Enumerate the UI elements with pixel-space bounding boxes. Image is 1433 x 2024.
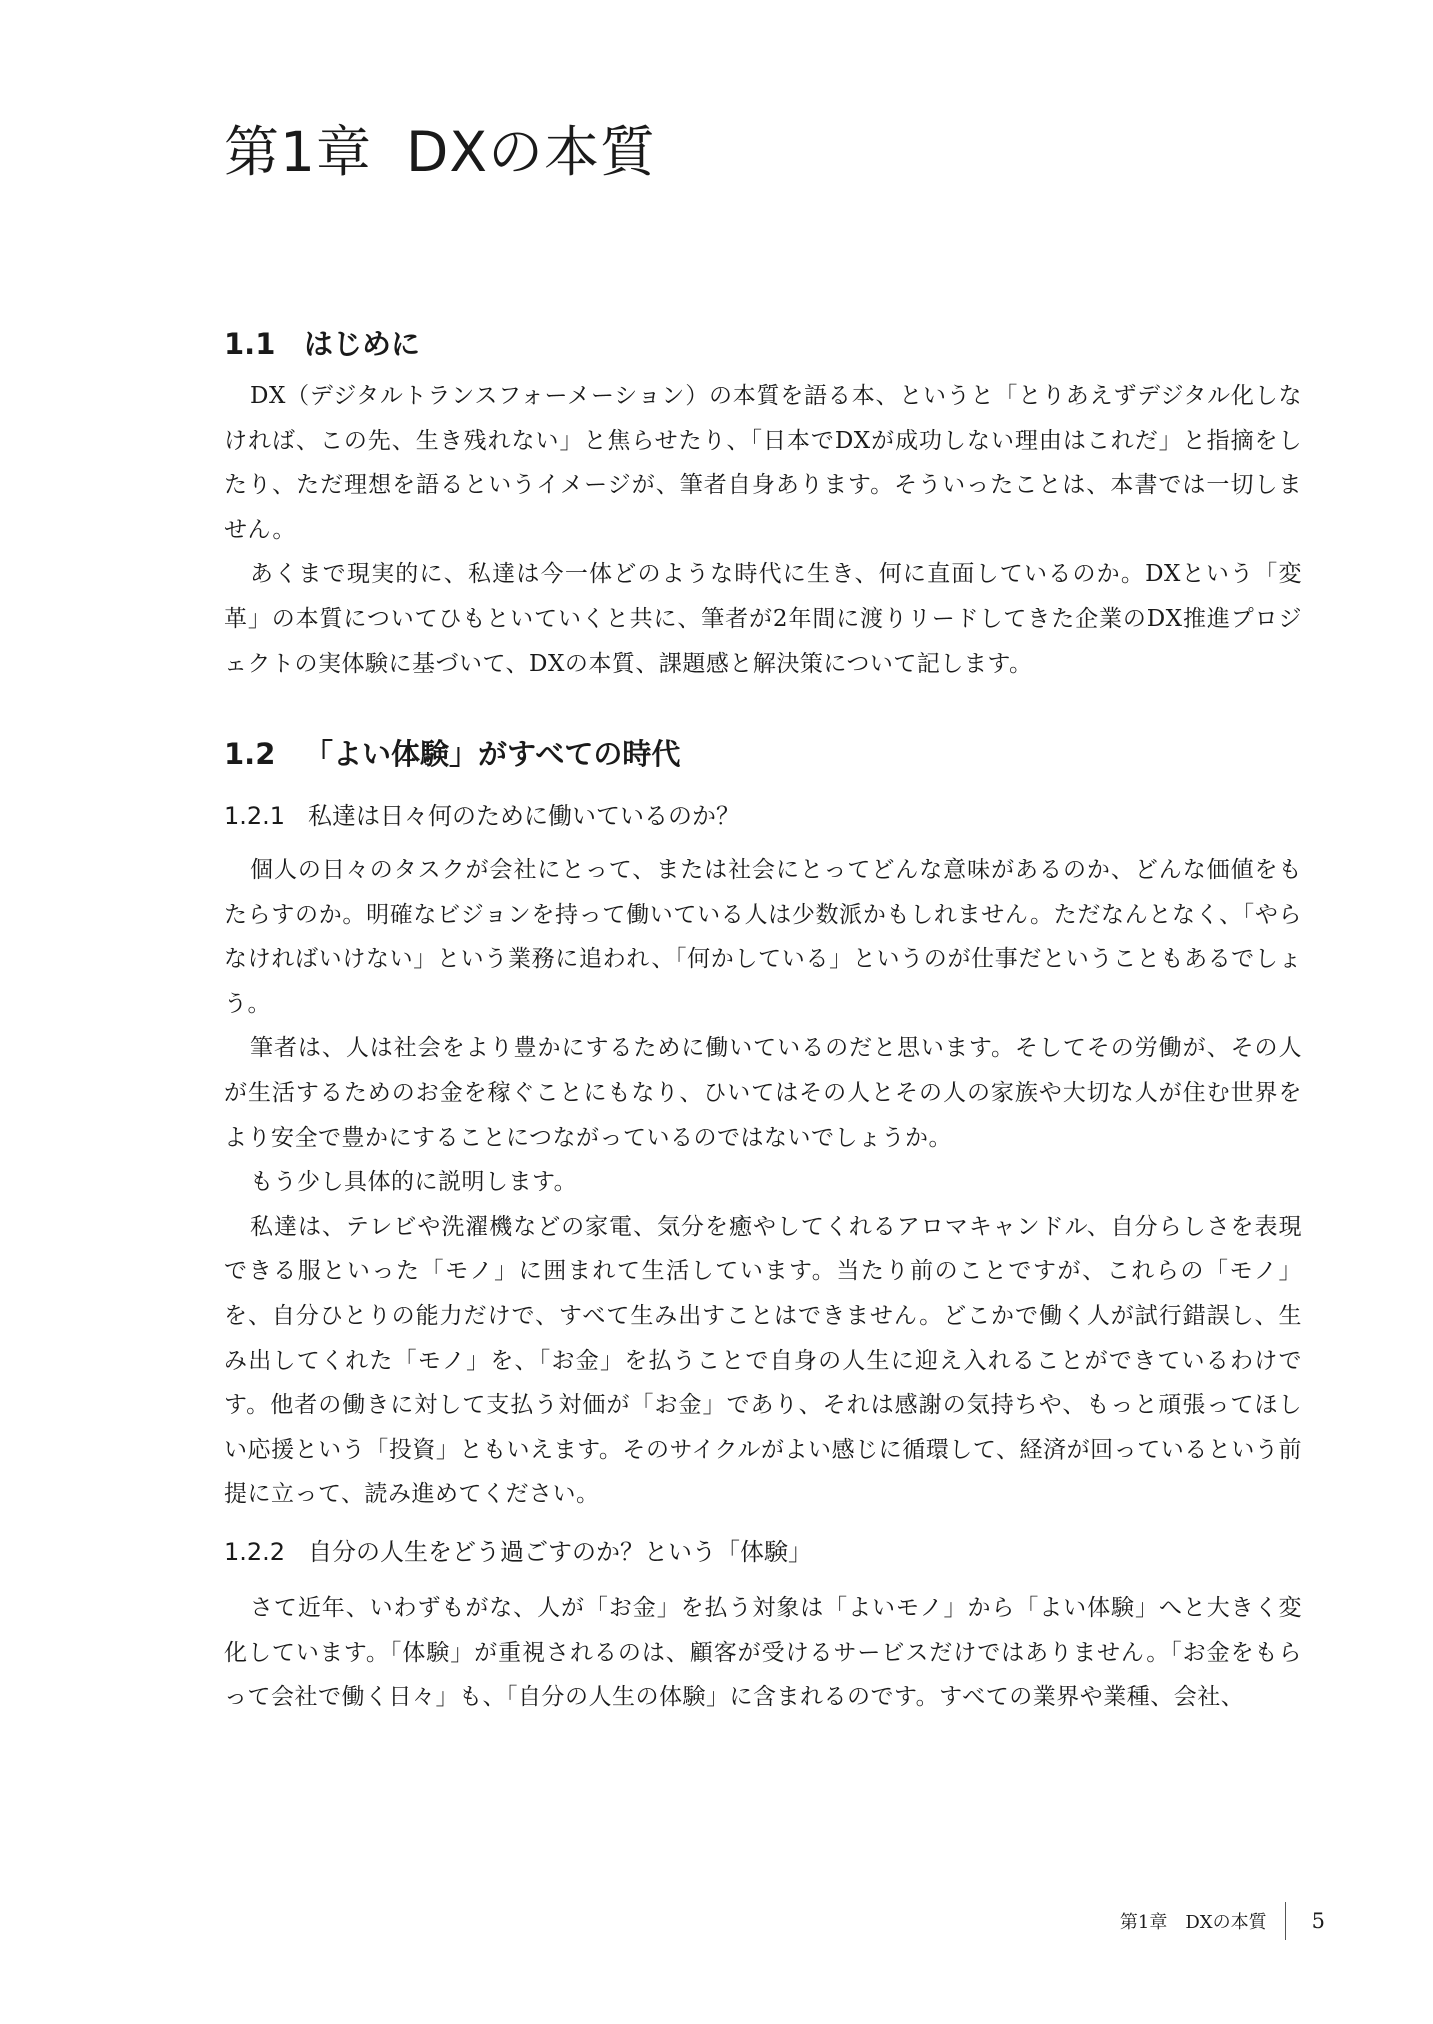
paragraph: 筆者は、人は社会をより豊かにするために働いているのだと思います。そしてその労働が、その人が生活するためのお金を稼ぐことにもなり、ひいてはその人とその人の家族や大切な人が住む世界をより安全で豊かにすることにつながっているのではないでしょうか。 — [224, 1035, 1302, 1151]
chapter-title — [224, 108, 656, 187]
subsection-title: 私達は日々何のために働いているのか？ — [308, 802, 740, 830]
subsection-title: 自分の人生をどう過ごすのか？という「体験」 — [308, 1538, 812, 1566]
section-heading-1-1 — [224, 322, 420, 363]
section-number: 1.1 — [224, 327, 276, 361]
page-footer — [1120, 1902, 1325, 1940]
section-title: 「よい体験」がすべての時代 — [304, 737, 681, 771]
paragraph: もう少し具体的に説明します。 — [250, 1169, 578, 1196]
section-title: はじめに — [304, 327, 421, 361]
subsection-heading-1-2-2 — [224, 1532, 812, 1567]
subsection-1-2-1-body — [224, 848, 1302, 1517]
paragraph: 個人の日々のタスクが会社にとって、または社会にとってどんな意味があるのか、どんな価値をもたらすのか。明確なビジョンを持って働いている人は少数派かもしれません。ただなんとなく、「やらなければいけない」という業務に追われ、「何かしている」というのが仕事だということもあるでしょう。 — [224, 857, 1302, 1017]
section-1-1-body — [224, 374, 1302, 686]
paragraph: DX（デジタルトランスフォーメーション）の本質を語る本、というと「とりあえずデジタル化しなければ、この先、生き残れない」と焦らせたり、「日本でDXが成功しない理由はこれだ」と指摘をしたり、ただ理想を語るというイメージが、筆者自身あります。そういったことは、本書では一切しません。 — [224, 383, 1302, 543]
paragraph: 私達は、テレビや洗濯機などの家電、気分を癒やしてくれるアロマキャンドル、自分らしさを表現できる服といった「モノ」に囲まれて生活しています。当たり前のことですが、これらの「モノ」を、自分ひとりの能力だけで、すべて生み出すことはできません。どこかで働く人が試行錯誤し、生み出してくれた「モノ」を、「お金」を払うことで自身の人生に迎え入れることができているわけです。他者の働きに対して支払う対価が「お金」であり、それは感謝の気持ちや、もっと頑張ってほしい応援という「投資」ともいえます。そのサイクルがよい感じに循環して、経済が回っているという前提に立って、読み進めてください。 — [224, 1213, 1302, 1508]
chapter-name: DXの本質 — [406, 120, 657, 184]
subsection-number: 1.2.1 — [224, 802, 286, 830]
subsection-1-2-2-body — [224, 1586, 1302, 1720]
subsection-number: 1.2.2 — [224, 1538, 286, 1566]
paragraph: あくまで現実的に、私達は今一体どのような時代に生き、何に直面しているのか。DXという「変革」の本質についてひもといていくと共に、筆者が2年間に渡りリードしてきた企業のDX推進プロジェクトの実体験に基づいて、DXの本質、課題感と解決策について記します。 — [224, 561, 1302, 677]
subsection-heading-1-2-1 — [224, 796, 740, 831]
section-number: 1.2 — [224, 737, 276, 771]
paragraph: さて近年、いわずもがな、人が「お金」を払う対象は「よいモノ」から「よい体験」へと大きく変化しています。「体験」が重視されるのは、顧客が受けるサービスだけではありません。「お金をもらって会社で働く日々」も、「自分の人生の体験」に含まれるのです。すべての業界や業種、会社、 — [224, 1595, 1302, 1711]
page-number: 5 — [1311, 1909, 1325, 1933]
chapter-number: 第1章 — [224, 120, 372, 184]
section-heading-1-2 — [224, 732, 680, 773]
running-head: 第1章 DXの本質 — [1119, 1912, 1267, 1933]
footer-divider — [1285, 1902, 1286, 1940]
